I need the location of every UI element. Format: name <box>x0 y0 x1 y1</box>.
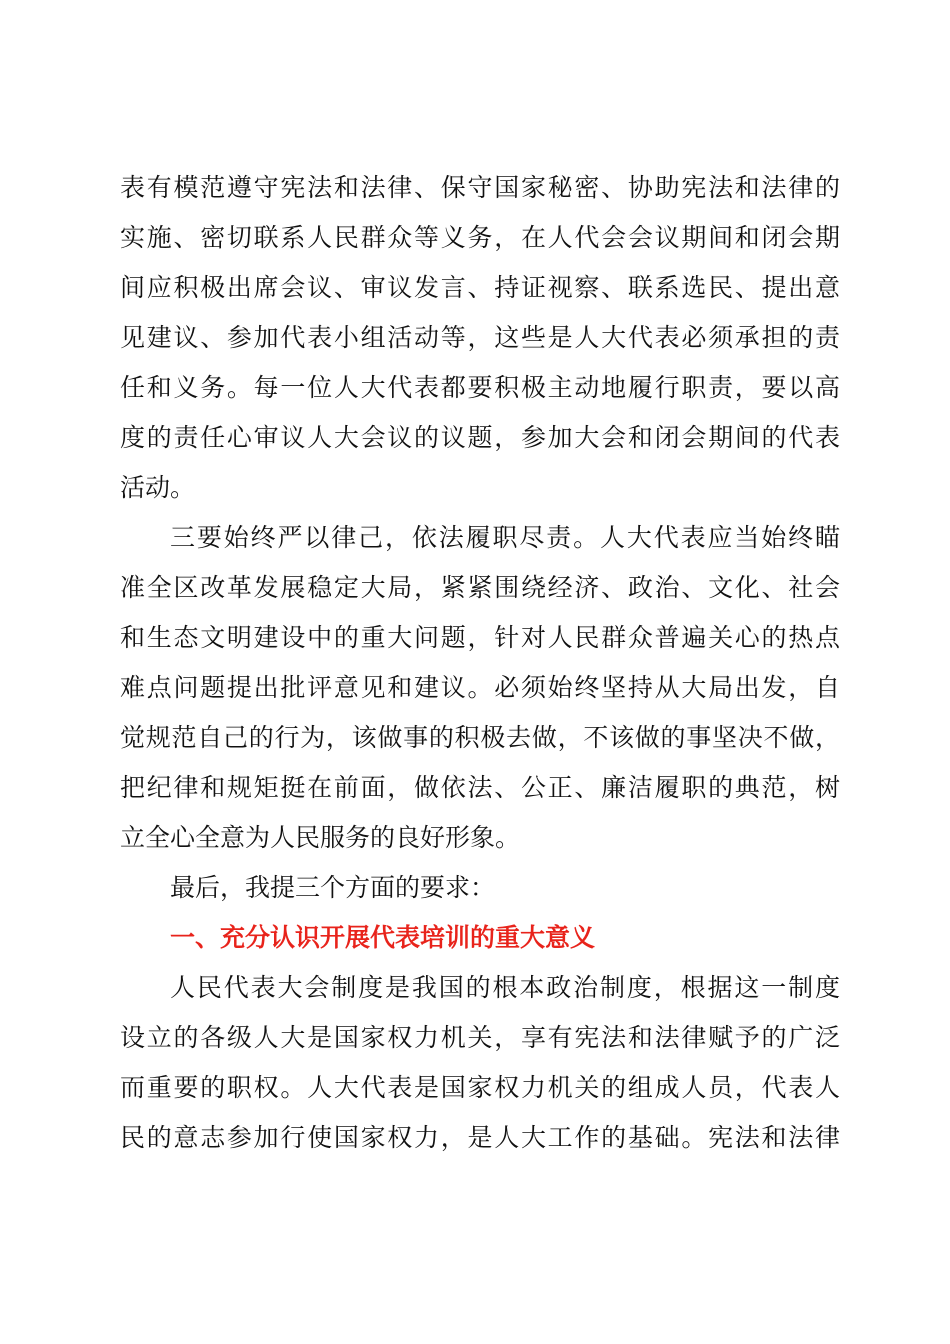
paragraph-line: 实施、密切联系人民群众等义务，在人代会会议期间和闭会期 <box>120 223 840 252</box>
paragraph-line: 见建议、参加代表小组活动等，这些是人大代表必须承担的责 <box>120 323 840 352</box>
paragraph-line: 把纪律和规矩挺在前面，做依法、公正、廉洁履职的典范，树 <box>120 773 840 802</box>
paragraph-line: 立全心全意为人民服务的良好形象。 <box>120 823 521 852</box>
paragraph-line: 设立的各级人大是国家权力机关，享有宪法和法律赋予的广泛 <box>120 1023 840 1052</box>
section-heading: 一、充分认识开展代表培训的重大意义 <box>170 923 596 952</box>
paragraph-line: 觉规范自己的行为，该做事的积极去做，不该做的事坚决不做， <box>120 723 840 752</box>
paragraph-line: 难点问题提出批评意见和建议。必须始终坚持从大局出发，自 <box>120 673 840 702</box>
paragraph-line: 而重要的职权。人大代表是国家权力机关的组成人员，代表人 <box>120 1073 840 1102</box>
paragraph-line: 和生态文明建设中的重大问题，针对人民群众普遍关心的热点 <box>120 623 840 652</box>
paragraph-line: 度的责任心审议人大会议的议题，参加大会和闭会期间的代表 <box>120 423 840 452</box>
paragraph-line: 表有模范遵守宪法和法律、保守国家秘密、协助宪法和法律的 <box>120 173 840 202</box>
paragraph-line: 准全区改革发展稳定大局，紧紧围绕经济、政治、文化、社会 <box>120 573 840 602</box>
paragraph-line: 活动。 <box>120 473 196 502</box>
paragraph-line: 民的意志参加行使国家权力，是人大工作的基础。宪法和法律 <box>120 1123 840 1152</box>
paragraph-line: 任和义务。每一位人大代表都要积极主动地履行职责，要以高 <box>120 373 840 402</box>
paragraph-line: 三要始终严以律己，依法履职尽责。人大代表应当始终瞄 <box>170 523 840 552</box>
paragraph-line: 最后，我提三个方面的要求： <box>170 873 496 902</box>
paragraph-line: 人民代表大会制度是我国的根本政治制度，根据这一制度 <box>170 973 840 1002</box>
paragraph-line: 间应积极出席会议、审议发言、持证视察、联系选民、提出意 <box>120 273 840 302</box>
